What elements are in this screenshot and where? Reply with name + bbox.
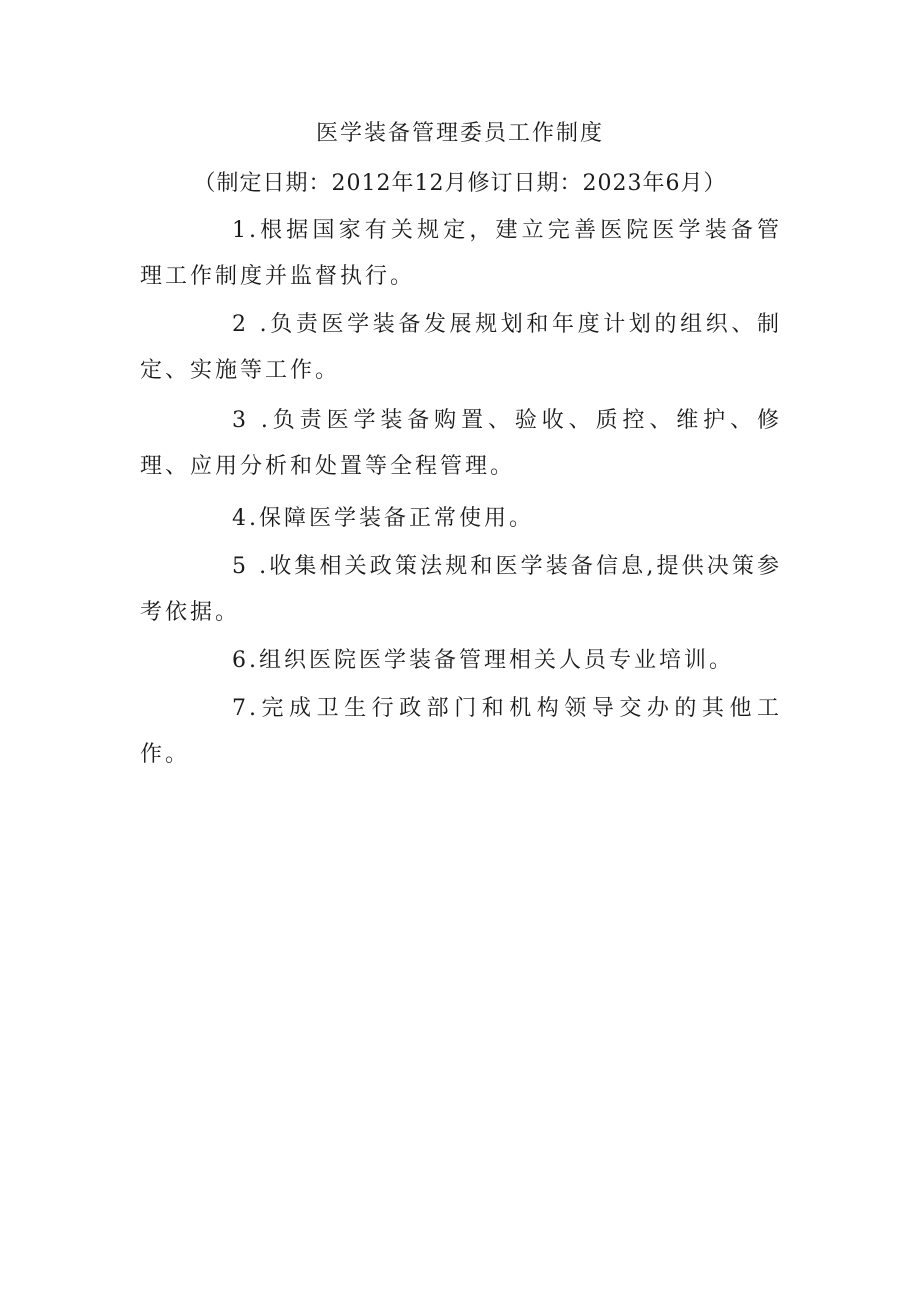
list-item	[140, 686, 782, 778]
item-text: .负责医学装备购置、验收、质控、维护、修理、应用分析和处置等全程管理。	[140, 408, 782, 479]
list-item	[140, 208, 782, 300]
item-text: .完成卫生行政部门和机构领导交办的其他工作。	[140, 696, 782, 767]
item-text: .保障医学装备正常使用。	[249, 506, 534, 531]
item-text: .负责医学装备发展规划和年度计划的组织、制定、实施等工作。	[140, 312, 782, 383]
item-text: .组织医院医学装备管理相关人员专业培训。	[249, 648, 734, 673]
list-item	[140, 496, 782, 542]
list-item	[140, 638, 782, 684]
item-number: 3	[232, 408, 249, 433]
list-item	[140, 398, 782, 490]
item-number: 2	[232, 312, 249, 337]
list-item	[140, 544, 782, 636]
item-number: 1	[232, 218, 249, 243]
document-dates: （制定日期：2012年12月修订日期：2023年6月）	[193, 171, 727, 196]
item-number: 6	[232, 648, 249, 673]
item-text: .收集相关政策法规和医学装备信息,提供决策参考依据。	[140, 554, 782, 625]
list-item	[140, 302, 782, 394]
item-number: 7	[232, 696, 249, 721]
document-title: 医学装备管理委员工作制度	[315, 121, 604, 146]
item-text: .根据国家有关规定，建立完善医院医学装备管理工作制度并监督执行。	[140, 218, 782, 289]
item-number: 4	[232, 506, 249, 531]
item-number: 5	[232, 554, 249, 579]
